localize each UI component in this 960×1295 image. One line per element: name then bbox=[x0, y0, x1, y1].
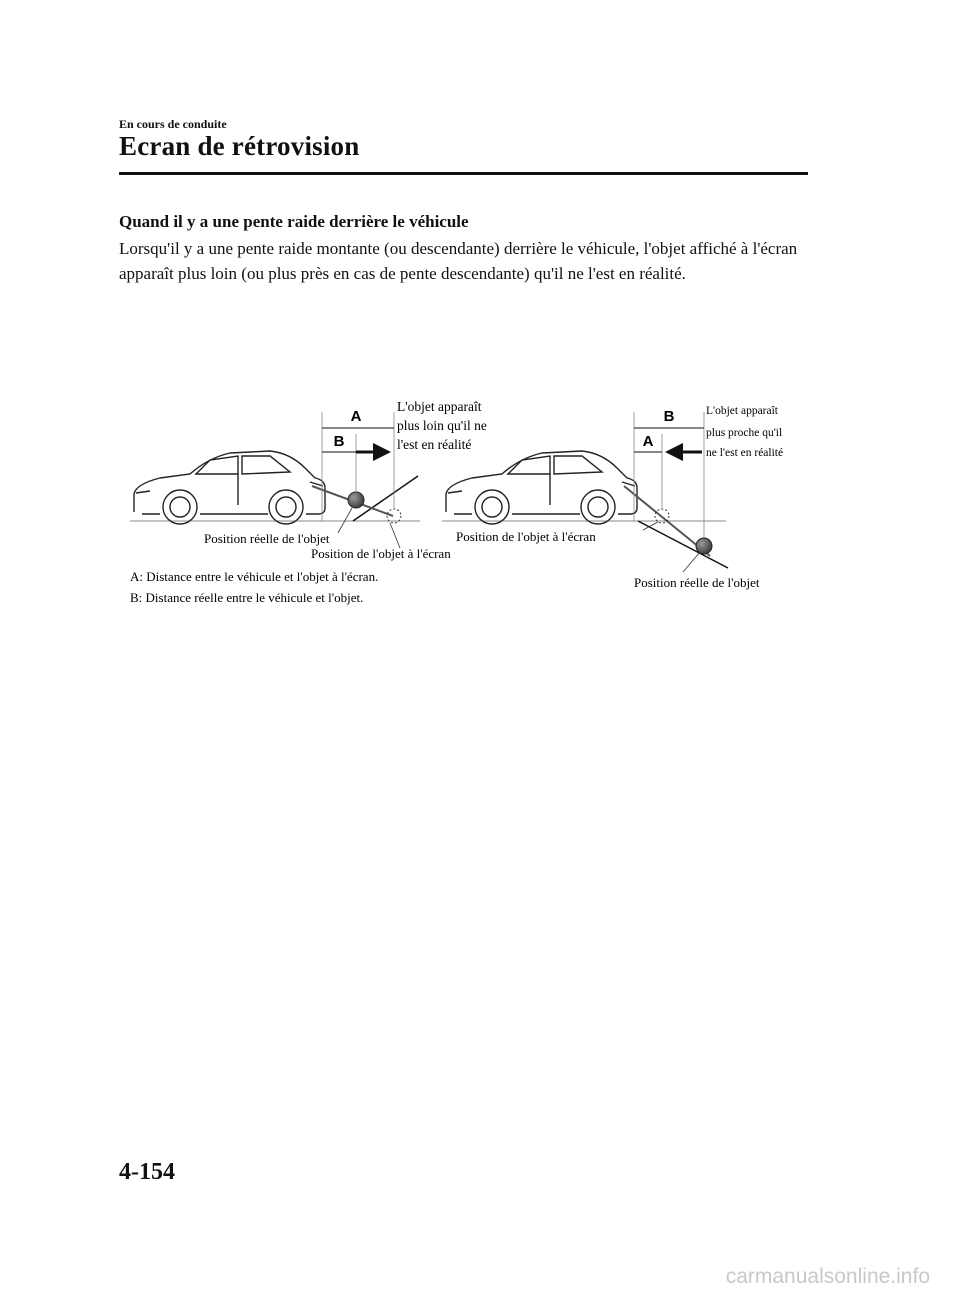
note-line-3: ne l'est en réalité bbox=[706, 447, 784, 459]
legend-a: A: Distance entre le véhicule et l'objet à l'écran. bbox=[130, 569, 379, 584]
actual-object-marker bbox=[696, 538, 712, 554]
slope-diagram bbox=[120, 390, 810, 615]
title-rule bbox=[119, 172, 808, 175]
screen-position-label: Position de l'objet à l'écran bbox=[311, 546, 451, 561]
watermark: carmanualsonline.info bbox=[725, 1265, 930, 1288]
screen-position-label: Position de l'objet à l'écran bbox=[456, 529, 596, 544]
note-line-1: L'objet apparaît bbox=[397, 399, 482, 414]
right-scenario bbox=[442, 405, 783, 590]
slope-line bbox=[638, 521, 728, 568]
car-icon bbox=[446, 451, 637, 524]
distance-a-label: A bbox=[350, 408, 362, 425]
legend-b: B: Distance réelle entre le véhicule et l'objet. bbox=[130, 590, 364, 605]
distance-b-label: B bbox=[663, 408, 675, 425]
note-line-1: L'objet apparaît bbox=[706, 405, 778, 417]
page-title: Ecran de rétrovision bbox=[119, 131, 360, 161]
section-label: En cours de conduite bbox=[119, 117, 227, 131]
distance-a-label: A bbox=[642, 433, 654, 450]
body-paragraph: Lorsqu'il y a une pente raide montante (ou descendante) derrière le véhicule, l'objet affiché à l'écran apparaît plus loin (ou plus près en cas de pente descendante) qu'il ne l'est en réalité. bbox=[119, 239, 798, 283]
note-line-3: l'est en réalité bbox=[397, 437, 472, 452]
distance-b-label: B bbox=[333, 433, 345, 450]
page-number: 4-154 bbox=[119, 1159, 175, 1185]
car-icon bbox=[134, 451, 325, 524]
actual-position-label: Position réelle de l'objet bbox=[634, 575, 760, 590]
actual-position-label: Position réelle de l'objet bbox=[204, 531, 330, 546]
note-line-2: plus loin qu'il ne bbox=[397, 418, 487, 433]
left-scenario bbox=[130, 399, 487, 561]
subheading: Quand il y a une pente raide derrière le véhicule bbox=[119, 212, 469, 231]
note-line-2: plus proche qu'il bbox=[706, 427, 783, 439]
